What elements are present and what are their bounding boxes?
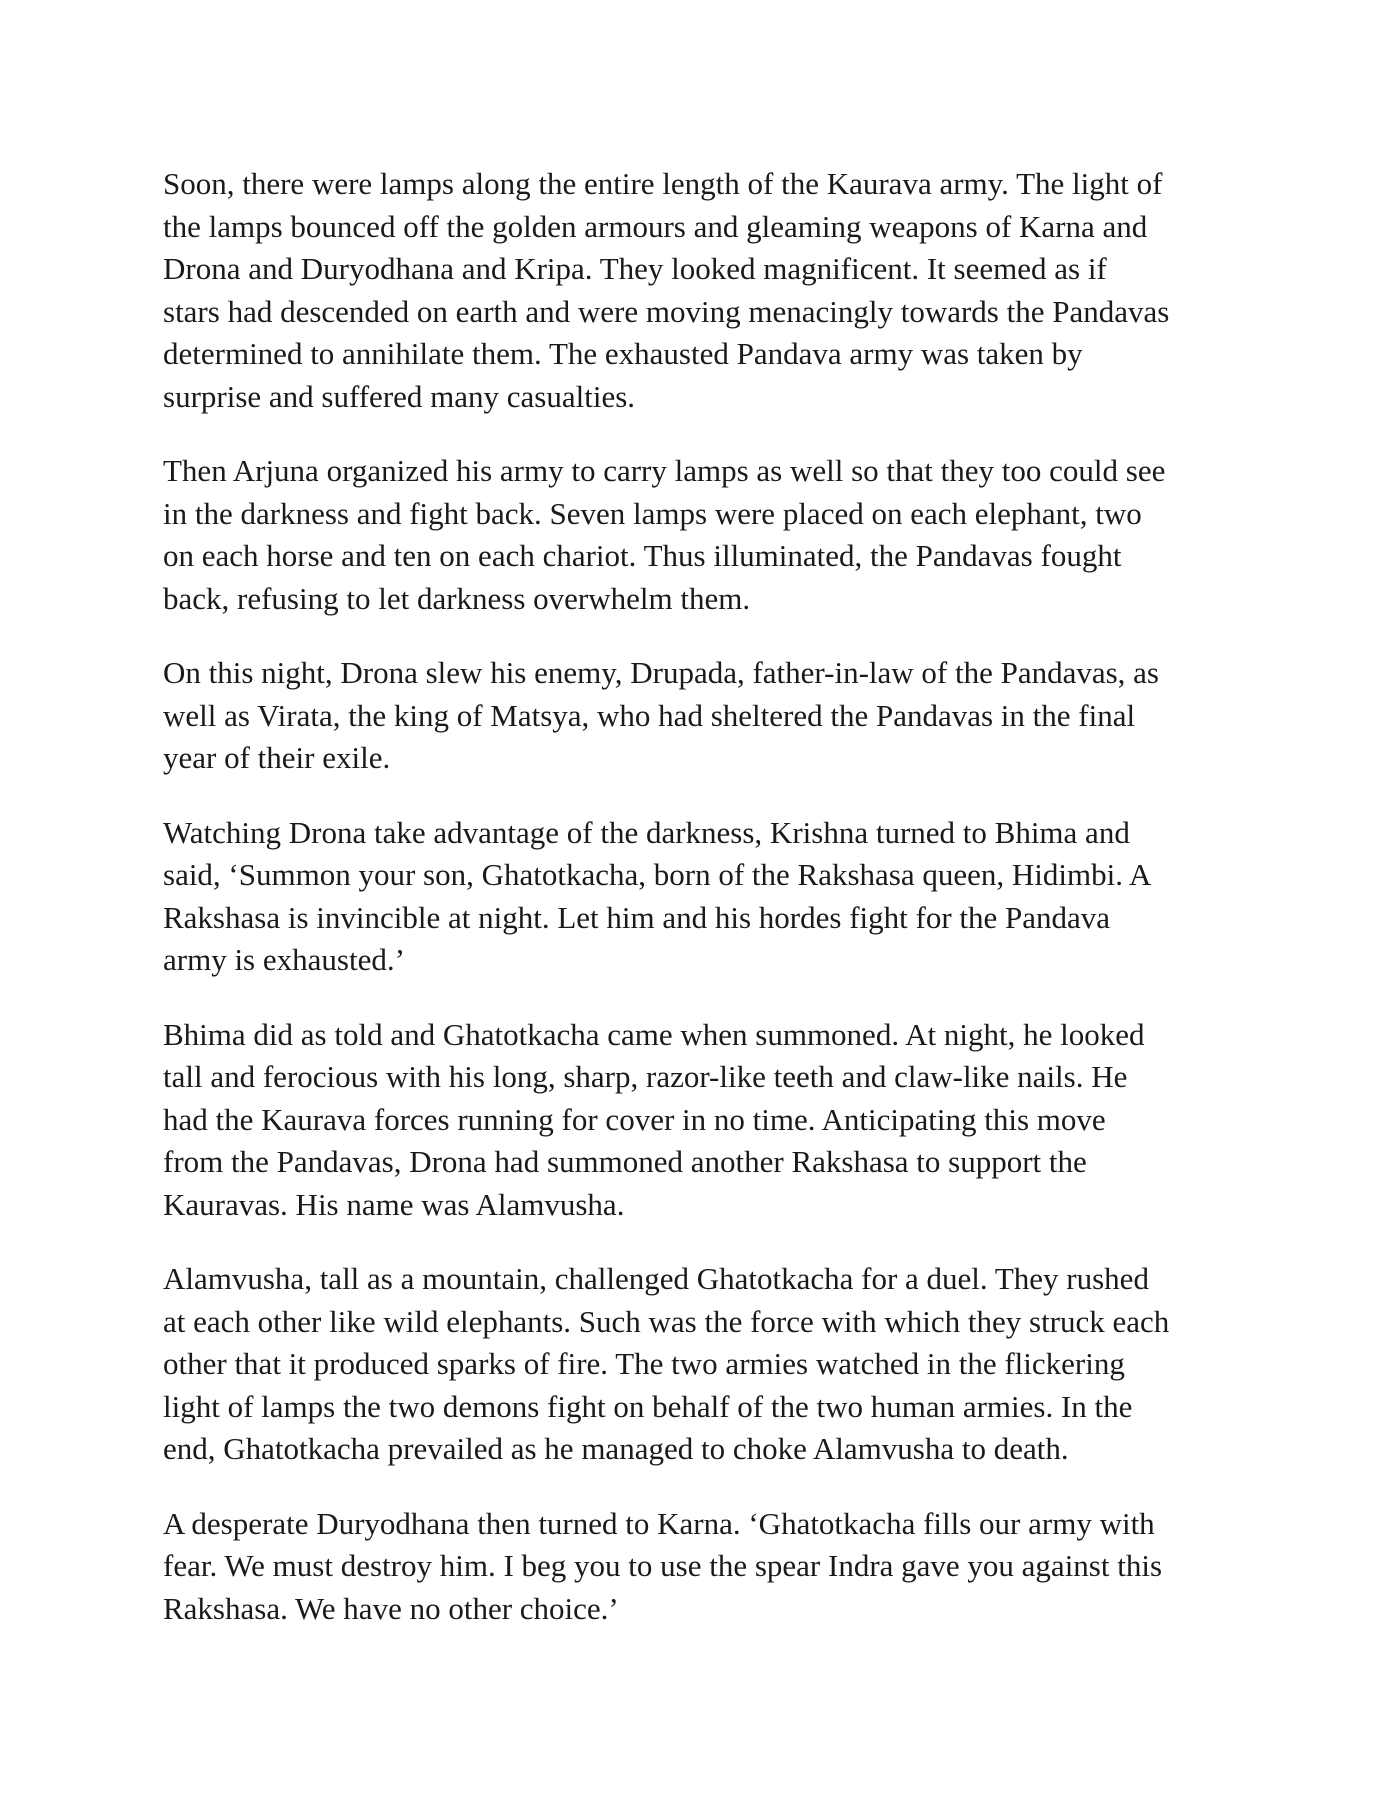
document-page [163,163,1243,1662]
text-line: On this night, Drona slew his enemy, Drupada, father-in-law of the Pandavas, as [163,655,1159,690]
text-line: light of lamps the two demons fight on behalf of the two human armies. In the [163,1388,1133,1424]
text-line: end, Ghatotkacha prevailed as he managed to choke Alamvusha to death. [163,1431,1069,1466]
paragraph-6 [163,1258,1243,1471]
text-line: in the darkness and fight back. Seven lamps were placed on each elephant, two [163,495,1142,531]
text-line: A desperate Duryodhana then turned to Karna. ‘Ghatotkacha fills our army with [163,1505,1155,1541]
paragraph-2 [163,450,1243,620]
text-line: determined to annihilate them. The exhausted Pandava army was taken by [163,336,1083,371]
text-line: Alamvusha, tall as a mountain, challenged Ghatotkacha for a duel. They rushed [163,1261,1149,1296]
text-line: year of their exile. [163,740,391,775]
text-line: on each horse and ten on each chariot. Thus illuminated, the Pandavas fought [163,538,1122,573]
text-line: the lamps bounced off the golden armours and gleaming weapons of Karna and [163,208,1148,244]
paragraph-1 [163,163,1243,418]
paragraph-5 [163,1014,1243,1227]
text-line: Soon, there were lamps along the entire length of the Kaurava army. The light of [163,166,1163,201]
paragraph-3 [163,652,1243,780]
text-line: back, refusing to let darkness overwhelm them. [163,580,751,616]
text-line: said, ‘Summon your son, Ghatotkacha, born of the Rakshasa queen, Hidimbi. A [163,857,1152,892]
text-line: army is exhausted.’ [163,942,405,977]
text-line: tall and ferocious with his long, sharp, razor-like teeth and claw-like nails. He [163,1059,1128,1094]
text-line: Bhima did as told and Ghatotkacha came when summoned. At night, he looked [163,1016,1145,1052]
text-line: Then Arjuna organized his army to carry lamps as well so that they too could see [163,453,1166,488]
text-line: Watching Drona take advantage of the darkness, Krishna turned to Bhima and [163,814,1130,850]
text-line: Drona and Duryodhana and Kripa. They looked magnificent. It seemed as if [163,251,1107,286]
text-line: at each other like wild elephants. Such was the force with which they struck each [163,1303,1170,1339]
paragraph-4 [163,812,1243,982]
text-line: well as Virata, the king of Matsya, who had sheltered the Pandavas in the final [163,697,1136,733]
text-line: from the Pandavas, Drona had summoned another Rakshasa to support the [163,1144,1087,1179]
text-line: Rakshasa is invincible at night. Let him and his hordes fight for the Pandava [163,899,1111,935]
text-line: had the Kaurava forces running for cover in no time. Anticipating this move [163,1101,1106,1137]
text-line: Rakshasa. We have no other choice.’ [163,1590,619,1626]
text-line: Kauravas. His name was Alamvusha. [163,1186,625,1222]
paragraph-7 [163,1503,1243,1631]
text-line: other that it produced sparks of fire. The two armies watched in the flickering [163,1346,1125,1381]
text-line: stars had descended on earth and were moving menacingly towards the Pandavas [163,293,1170,329]
text-line: fear. We must destroy him. I beg you to use the spear Indra gave you against this [163,1548,1163,1583]
text-line: surprise and suffered many casualties. [163,378,636,414]
